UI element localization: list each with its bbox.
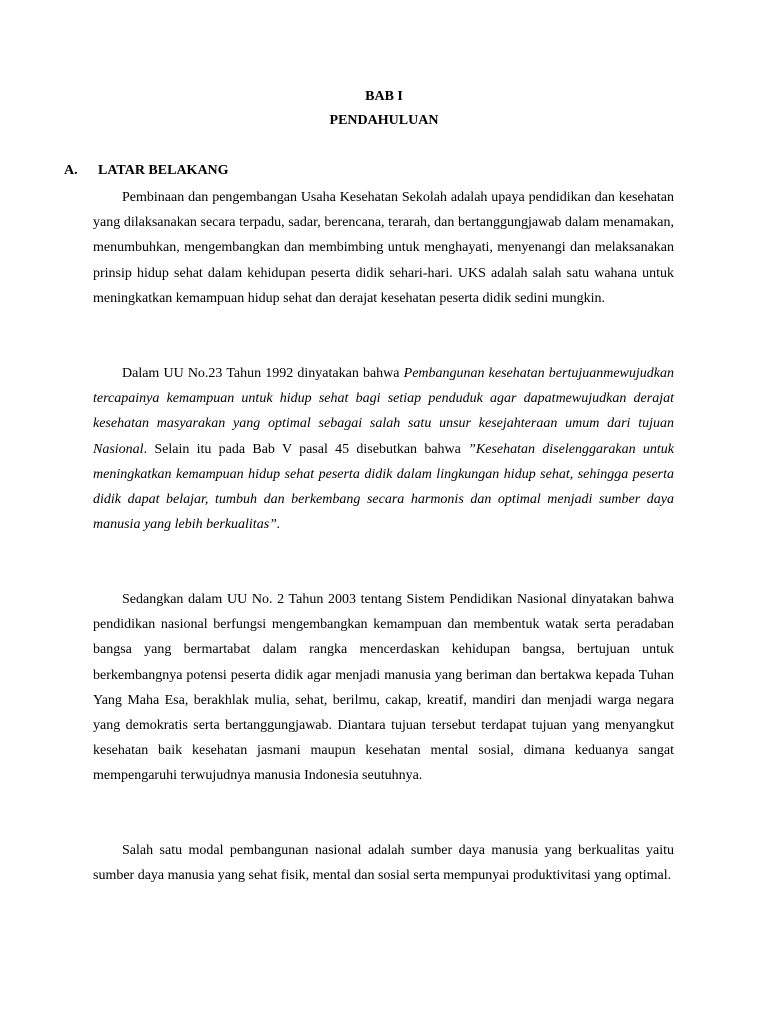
paragraph-2-intro: Dalam UU No.23 Tahun 1992 dinyatakan bahwa [122,366,404,381]
paragraph-1-block [93,185,674,311]
paragraph-2-block [93,361,674,537]
paragraph-4-block [93,838,674,888]
chapter-title: PENDAHULUAN [329,113,439,128]
chapter-number: BAB I [365,89,403,104]
paragraph-3-block [93,587,674,789]
section-title: LATAR BELAKANG [98,163,229,178]
paragraph-4: Salah satu modal pembangunan nasional adalah sumber daya manusia yang berkualitas yaitu sumber daya manusia yang sehat fisik, mental dan sosial serta mempunyai produktivitasi yang optimal. [93,843,674,884]
paragraph-1: Pembinaan dan pengembangan Usaha Kesehatan Sekolah adalah upaya pendidikan dan kesehatan yang dilaksanakan secara terpadu, sadar, berencana, terarah, dan bertanggungjawab dalam menamakan, menumbuhkan, mengembangkan dan membimbing untuk menghayati, menyenangi dan melaksanakan prinsip hidup sehat dalam kehidupan peserta didik sehari-hari. UKS adalah salah satu wahana untuk meningkatkan kemampuan hidup sehat dan derajat kesehatan peserta didik sedini mungkin. [93,190,674,306]
paragraph-2-quote-law: Pembangunan kesehatan bertujuanmewujudkan tercapainya kemampuan untuk hidup sehat bagi setiap penduduk agar dapatmewujudkan derajat kesehatan masyarakan yang optimal sebagai salah satu unsur kesejahteraan umum dari tujuan Nasional [93,366,674,457]
paragraph-3: Sedangkan dalam UU No. 2 Tahun 2003 tentang Sistem Pendidikan Nasional dinyatakan bahwa pendidikan nasional berfungsi mengembangkan kemampuan dan membentuk watak serta peradaban bangsa yang bermartabat dalam rangka mencerdaskan kehidupan bangsa, bertujuan untuk berkembangnya potensi peserta didik agar menjadi manusia yang beriman dan bertakwa kepada Tuhan Yang Maha Esa, berakhlak mulia, sehat, berilmu, cakap, kreatif, mandiri dan menjadi warga negara yang demokratis serta bertanggungjawab. Diantara tujuan tersebut terdapat tujuan yang menyangkut kesehatan baik kesehatan jasmani maupun kesehatan mental sosial, dimana keduanya sangat mempengaruhi terwujudnya manusia Indonesia seutuhnya. [93,592,674,784]
section-letter: A. [64,163,78,178]
paragraph-2-middle: . Selain itu pada Bab V pasal 45 disebutkan bahwa [143,441,469,457]
section-heading [64,163,229,179]
paragraph-2-quote-article: ”Kesehatan diselenggarakan untuk meningkatkan kemampuan hidup sehat peserta didik dalam lingkungan hidup sehat, sehingga peserta didik dapat belajar, tumbuh dan berkembang secara harmonis dan optimal menjadi sumber daya manusia yang lebih berkualitas”. [93,441,674,533]
paragraph-2 [93,361,674,537]
